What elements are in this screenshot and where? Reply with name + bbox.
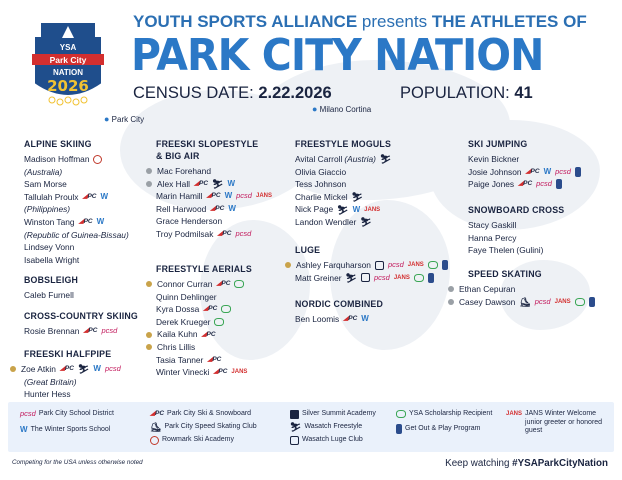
- wss-icon: W: [20, 425, 28, 435]
- legend-item-pcss: ◢PC Park City Ski & Snowboard: [150, 410, 252, 418]
- section-bobsleigh: [24, 274, 144, 302]
- section-title: FREESKI SLOPESTYLE & BIG AIR: [156, 139, 259, 161]
- gold-dot-marker: [146, 332, 152, 338]
- section-freestyle-moguls: [285, 138, 455, 229]
- legend-item-ssa: Silver Summit Academy: [288, 410, 376, 419]
- athlete: Sam Morse: [24, 179, 67, 190]
- wasatch-freestyle-icon: ⛷: [337, 204, 349, 215]
- legend-item-pcsd: pcsd Park City School District: [20, 409, 114, 419]
- athlete: Marin Hamill ◢PC W pcsd JANS: [156, 191, 272, 202]
- footer-note: Competing for the USA unless otherwise noted: [12, 459, 143, 466]
- wasatch-luge-icon: [375, 261, 384, 270]
- section-title: FREESTYLE MOGULS: [295, 139, 392, 149]
- legend-item-rowmark: Rowmark Ski Academy: [148, 436, 234, 445]
- ysa-scholarship-icon: [428, 261, 438, 269]
- rowmark-icon: [93, 155, 102, 164]
- pcss-icon: ◢PC: [343, 315, 358, 323]
- svg-text:Park City: Park City: [49, 55, 87, 65]
- section-title: FREESTYLE AERIALS: [156, 264, 252, 274]
- pcss-icon: ◢PC: [203, 305, 218, 313]
- get-out-play-icon: [556, 179, 562, 189]
- athlete: Zoe Atkin ◢PC ⛷ W pcsd: [10, 363, 140, 376]
- athlete: Landon Wendler ⛷: [295, 216, 372, 228]
- athlete: Stacy Gaskill: [468, 220, 517, 230]
- wasatch-freestyle-icon: ⛷: [345, 272, 357, 283]
- athlete: Isabella Wright: [24, 254, 80, 265]
- gray-dot-marker: [146, 181, 152, 187]
- pcss-icon: ◢PC: [207, 355, 222, 363]
- pcss-icon: ◢PC: [206, 192, 221, 200]
- pcss-icon: ◢PC: [150, 410, 165, 418]
- legend-item-wasatch-luge: Wasatch Luge Club: [288, 436, 363, 445]
- athlete: Mac Forehand: [146, 165, 286, 178]
- wasatch-freestyle-icon: ⛷: [290, 422, 302, 433]
- section-speed-skating: [448, 268, 618, 308]
- ysa-scholarship-icon: [414, 274, 424, 282]
- ysa-scholarship-icon: [396, 410, 406, 418]
- speed-skating-club-icon: ⛸: [519, 296, 531, 307]
- athlete: Winter Vinecki ◢PC JANS: [156, 367, 248, 378]
- jans-icon: JANS: [554, 298, 571, 305]
- wasatch-freestyle-icon: ⛷: [351, 192, 364, 203]
- location-pin-icon: ●: [312, 104, 318, 114]
- page-title: PARK CITY NATION: [131, 30, 544, 81]
- silver-summit-icon: [290, 410, 299, 419]
- athlete: Quinn Dehlinger: [156, 291, 217, 302]
- gold-dot-marker: [285, 262, 291, 268]
- pcss-icon: ◢PC: [217, 230, 232, 238]
- wss-icon: W: [352, 204, 361, 214]
- wss-icon: W: [227, 178, 236, 188]
- wss-icon: W: [93, 364, 101, 374]
- wasatch-luge-icon: [361, 273, 370, 282]
- athlete: Casey Dawson ⛸ pcsd JANS: [448, 296, 618, 309]
- pcss-icon: ◢PC: [210, 205, 225, 213]
- jans-icon: JANS: [364, 206, 381, 213]
- rowmark-icon: [150, 436, 159, 445]
- ysa-scholarship-icon: [575, 298, 585, 306]
- athlete: Ethan Cepuran: [448, 283, 618, 296]
- section-cross-country: [24, 310, 144, 338]
- map-pin-park-city: ● Park City: [104, 114, 145, 124]
- section-luge: [285, 244, 460, 284]
- pcsd-icon: pcsd: [534, 296, 551, 306]
- legend-item-wasatch-freestyle: ⛷ Wasatch Freestyle: [290, 422, 363, 433]
- headline: THE ATHLETES OF: [431, 12, 587, 31]
- ysa-scholarship-icon: [214, 318, 224, 326]
- jans-icon: JANS: [506, 411, 523, 417]
- gold-dot-marker: [146, 281, 152, 287]
- wss-icon: W: [228, 204, 236, 214]
- section-title: NORDIC COMBINED: [295, 299, 384, 309]
- section-snowboard-cross: [458, 204, 618, 257]
- presenter-name: YOUTH SPORTS ALLIANCE: [133, 12, 358, 31]
- athlete: Kyra Dossa ◢PC: [156, 303, 286, 316]
- pcsd-icon: pcsd: [555, 166, 571, 176]
- legend-item-wss: W The Winter Sports School: [20, 425, 111, 435]
- athlete-country: (Philippines): [24, 204, 71, 215]
- svg-text:NATION: NATION: [52, 68, 84, 77]
- ysa-scholarship-icon: [234, 280, 244, 288]
- section-title: SPEED SKATING: [468, 269, 542, 279]
- athlete: Kevin Bickner: [468, 154, 520, 164]
- athlete: Grace Henderson: [156, 216, 223, 227]
- get-out-play-icon: [396, 424, 402, 434]
- section-freeski-slopestyle: [146, 138, 286, 241]
- jans-icon: JANS: [407, 262, 424, 269]
- svg-text:YSA: YSA: [59, 43, 77, 52]
- section-alpine-skiing: [24, 138, 144, 266]
- athlete: Derek Krueger: [156, 316, 286, 329]
- pcss-icon: ◢PC: [78, 218, 93, 226]
- get-out-play-icon: [589, 297, 595, 307]
- athlete: Josie Johnson ◢PC W pcsd: [468, 166, 618, 179]
- athlete: Connor Curran ◢PC: [146, 278, 286, 291]
- athlete: Madison Hoffman: [24, 153, 144, 166]
- pcss-icon: ◢PC: [213, 368, 228, 376]
- pcss-icon: ◢PC: [525, 167, 540, 175]
- athlete: Olivia Giaccio: [295, 166, 347, 177]
- section-freeski-halfpipe: [10, 348, 140, 401]
- svg-text:2026: 2026: [47, 77, 89, 95]
- wss-icon: W: [361, 314, 369, 324]
- header-presenter-line: [133, 12, 587, 32]
- athlete: Faye Thelen (Gulini): [468, 245, 544, 256]
- athlete: Rosie Brennan ◢PC pcsd: [24, 326, 118, 336]
- athlete: Paige Jones ◢PC pcsd: [468, 178, 618, 191]
- section-title: FREESKI HALFPIPE: [24, 349, 112, 359]
- park-city-nation-badge-logo: [30, 16, 106, 110]
- wasatch-freestyle-icon: ⛷: [360, 217, 372, 228]
- athlete: Chris Lillis: [146, 341, 286, 354]
- census-label: CENSUS DATE:: [133, 84, 254, 102]
- pcss-icon: ◢PC: [59, 365, 74, 373]
- athlete: Tasia Tanner ◢PC: [156, 354, 222, 365]
- wss-icon: W: [543, 166, 552, 176]
- pcsd-icon: pcsd: [104, 364, 121, 374]
- get-out-play-icon: [442, 260, 448, 270]
- pcsd-icon: pcsd: [536, 179, 552, 189]
- pcsd-icon: pcsd: [235, 229, 252, 239]
- section-title: LUGE: [295, 245, 321, 255]
- jans-icon: JANS: [255, 193, 272, 200]
- wasatch-luge-icon: [290, 436, 299, 445]
- pcss-icon: ◢PC: [83, 327, 98, 335]
- athlete: Tess Johnson: [295, 179, 347, 190]
- pcsd-icon: pcsd: [236, 191, 252, 201]
- athlete: Hanna Percy: [468, 232, 517, 243]
- legend-item-ysa: YSA Scholarship Recipient: [394, 410, 492, 419]
- gray-dot-marker: [146, 168, 152, 174]
- population-value: 41: [514, 84, 533, 102]
- legend-item-pcssc: ⛸ Park City Speed Skating Club: [150, 422, 257, 433]
- jans-icon: JANS: [393, 274, 410, 281]
- map-pin-milano: ● Milano Cortina: [312, 104, 372, 114]
- get-out-play-icon: [428, 273, 434, 283]
- section-freestyle-aerials: [146, 263, 286, 379]
- athlete-country: (Great Britain): [24, 376, 77, 387]
- section-title: ALPINE SKIING: [24, 139, 92, 149]
- population: [400, 84, 533, 103]
- pcsd-icon: pcsd: [373, 272, 390, 282]
- census-date: [133, 84, 332, 103]
- gray-dot-marker: [448, 286, 454, 292]
- population-label: POPULATION:: [400, 84, 510, 102]
- speed-skating-club-icon: ⛸: [150, 422, 162, 433]
- jans-icon: JANS: [231, 369, 248, 376]
- census-date-value: 2.22.2026: [258, 84, 332, 102]
- wasatch-freestyle-icon: ⛷: [77, 364, 90, 375]
- section-title: CROSS-COUNTRY SKIING: [24, 311, 138, 321]
- pcss-icon: ◢PC: [216, 280, 231, 288]
- athlete: Matt Greiner ⛷ pcsd JANS: [295, 272, 460, 285]
- athlete: Hunter Hess: [24, 389, 71, 400]
- legend-panel: [8, 402, 614, 452]
- athlete-country: (Republic of Guinea-Bissau): [24, 229, 129, 240]
- legend-item-jans: JANS JANS Winter Welcome junior greeter or honored guest: [506, 410, 603, 434]
- pcss-icon: ◢PC: [82, 193, 97, 201]
- pcss-icon: ◢PC: [194, 179, 209, 187]
- pcss-icon: ◢PC: [518, 180, 533, 188]
- athlete: Alex Hall ◢PC ⛷ W: [146, 178, 286, 191]
- pcsd-icon: pcsd: [101, 326, 118, 336]
- athlete: Avital Carroll (Austria) ⛷: [295, 154, 392, 165]
- wasatch-freestyle-icon: ⛷: [379, 154, 392, 165]
- gold-dot-marker: [146, 344, 152, 350]
- wasatch-freestyle-icon: ⛷: [212, 178, 224, 189]
- athlete: Tallulah Proulx ◢PC W: [24, 191, 109, 202]
- section-nordic-combined: [285, 298, 455, 326]
- gray-dot-marker: [448, 299, 454, 305]
- ysa-scholarship-icon: [221, 305, 231, 313]
- footer-cta-prefix: Keep watching: [445, 458, 510, 469]
- athlete: Ben Loomis ◢PC W: [295, 314, 369, 324]
- section-title: SNOWBOARD CROSS: [468, 205, 565, 215]
- presents-word: presents: [361, 12, 428, 31]
- athlete: Nick Page ⛷ W JANS: [295, 204, 381, 215]
- hashtag: #YSAParkCityNation: [512, 458, 608, 469]
- pcsd-icon: pcsd: [20, 409, 36, 419]
- athlete: Winston Tang ◢PC W: [24, 216, 105, 227]
- wss-icon: W: [96, 217, 105, 227]
- athlete: Kaila Kuhn ◢PC: [146, 328, 286, 341]
- location-pin-icon: ●: [104, 114, 110, 124]
- athlete: Ashley Farquharson pcsd JANS: [285, 259, 460, 272]
- footer-cta: [445, 458, 608, 469]
- wss-icon: W: [100, 192, 109, 202]
- get-out-play-icon: [575, 167, 581, 177]
- wss-icon: W: [224, 191, 233, 201]
- section-ski-jumping: [458, 138, 618, 191]
- gold-dot-marker: [10, 366, 16, 372]
- athlete: Troy Podmilsak ◢PC pcsd: [156, 228, 252, 239]
- section-title: SKI JUMPING: [468, 139, 528, 149]
- athlete: Rell Harwood ◢PC W: [156, 203, 236, 214]
- athlete: Lindsey Vonn: [24, 242, 75, 253]
- legend-item-gop: Get Out & Play Program: [394, 424, 480, 434]
- athlete-country: (Australia): [24, 166, 63, 177]
- athlete: Caleb Furnell: [24, 290, 74, 300]
- section-title: BOBSLEIGH: [24, 275, 79, 285]
- athlete: Charlie Mickel ⛷: [295, 191, 364, 203]
- pcsd-icon: pcsd: [387, 260, 404, 270]
- pcss-icon: ◢PC: [201, 330, 216, 338]
